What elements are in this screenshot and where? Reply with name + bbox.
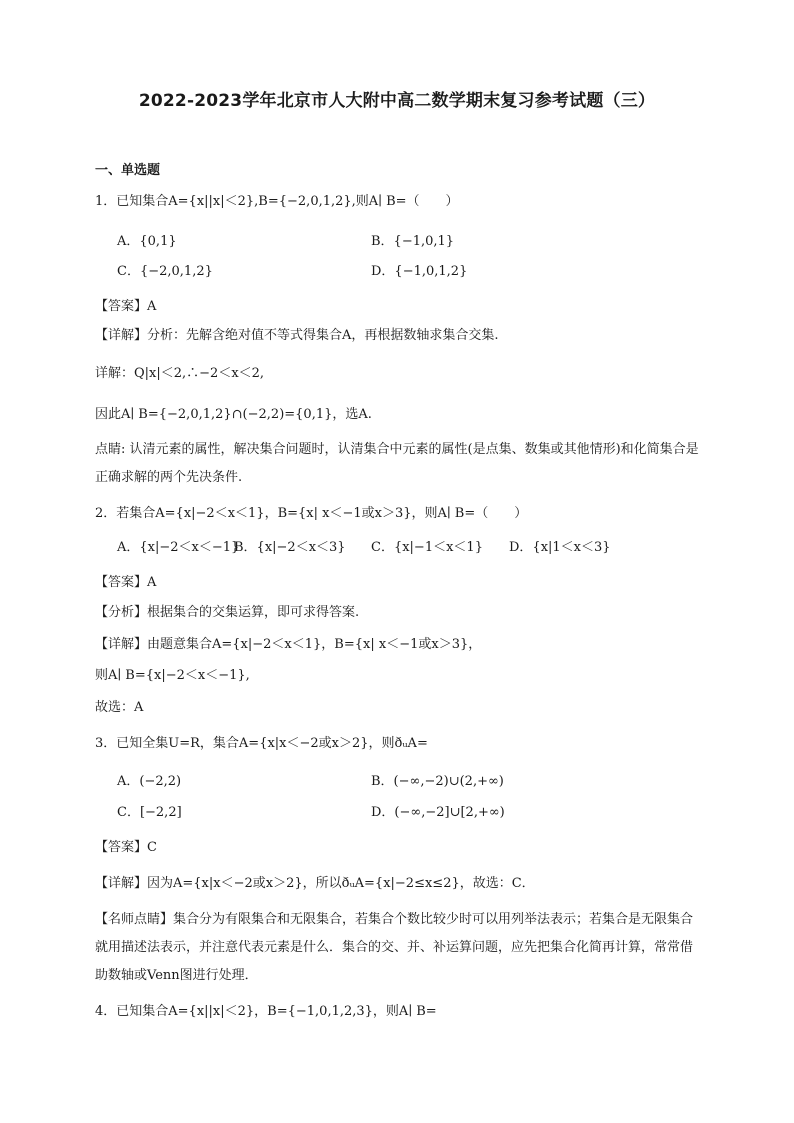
question-3-option-b: B．(−∞,−2)∪(2,+∞) xyxy=(371,774,504,789)
question-2-answer: 【答案】A xyxy=(95,575,157,590)
question-2-step-1: 则A∣ B={x|−2＜x＜−1}, xyxy=(95,668,250,683)
question-1-step-1: 详解：Q|x|＜2,∴−2＜x＜2, xyxy=(95,366,265,381)
question-1-option-d: D．{−1,0,1,2} xyxy=(371,264,468,279)
question-2-detail: 【详解】由题意集合A={x|−2＜x＜1}，B={x| x＜−1或x＞3}， xyxy=(95,637,482,652)
question-1-option-c: C．{−2,0,1,2} xyxy=(117,264,213,279)
page-title: 2022-2023学年北京市人大附中高二数学期末复习参考试题（三） xyxy=(138,91,656,111)
question-2-stem: 2．若集合A={x|−2＜x＜1}，B={x| x＜−1或x＞3}，则A∣ B=（ ） xyxy=(95,506,528,521)
question-3-answer: 【答案】C xyxy=(95,840,157,855)
question-2-option-d: D．{x|1＜x＜3} xyxy=(509,540,611,555)
question-1-option-a: A．{0,1} xyxy=(117,234,177,249)
question-4-stem: 4．已知集合A={x||x|＜2}，B={−1,0,1,2,3}，则A∣ B= xyxy=(95,1004,437,1019)
question-3-option-c: C．[−2,2] xyxy=(117,805,182,820)
section-heading: 一、单选题 xyxy=(95,163,161,178)
question-1-detail: 【详解】分析：先解含绝对值不等式得集合A，再根据数轴求集合交集. xyxy=(95,328,499,343)
question-2-option-c: C．{x|−1＜x＜1} xyxy=(371,540,483,555)
question-1-step-2: 因此A∣ B={−2,0,1,2}∩(−2,2)={0,1}，选A. xyxy=(95,407,372,422)
question-3-detail: 【详解】因为A={x|x＜−2或x＞2}，所以ðᵤA={x|−2≤x≤2}，故选：C． xyxy=(95,876,535,891)
question-3-stem: 3．已知全集U=R，集合A={x|x＜−2或x＞2}，则ðᵤA= xyxy=(95,736,428,751)
question-3-note: 【名师点睛】集合分为有限集合和无限集合，若集合个数比较少时可以用列举法表示；若集合是无限集合就用描述法表示，并注意代表元素是什么．集合的交、并、补运算问题，应先把集合化简再计算，常常借助数轴或Venn图进行处理． xyxy=(95,912,694,983)
question-3-option-d: D．(−∞,−2]∪[2,+∞) xyxy=(371,805,505,820)
question-2-analysis: 【分析】根据集合的交集运算，即可求得答案. xyxy=(95,605,360,620)
question-1-stem: 1．已知集合A={x||x|＜2},B={−2,0,1,2},则A∣ B=（ ） xyxy=(95,194,459,209)
question-2-step-2: 故选：A xyxy=(95,700,144,715)
question-1-note: 点睛: 认清元素的属性，解决集合问题时，认清集合中元素的属性(是点集、数集或其他情形)和化简集合是正确求解的两个先决条件. xyxy=(95,442,699,485)
question-1-answer: 【答案】A xyxy=(95,299,157,314)
question-2-option-b: B．{x|−2＜x＜3} xyxy=(234,540,346,555)
question-3-option-a: A．(−2,2) xyxy=(117,774,182,789)
question-2-option-a: A．{x|−2＜x＜−1} xyxy=(117,540,240,555)
question-1-option-b: B．{−1,0,1} xyxy=(371,234,455,249)
